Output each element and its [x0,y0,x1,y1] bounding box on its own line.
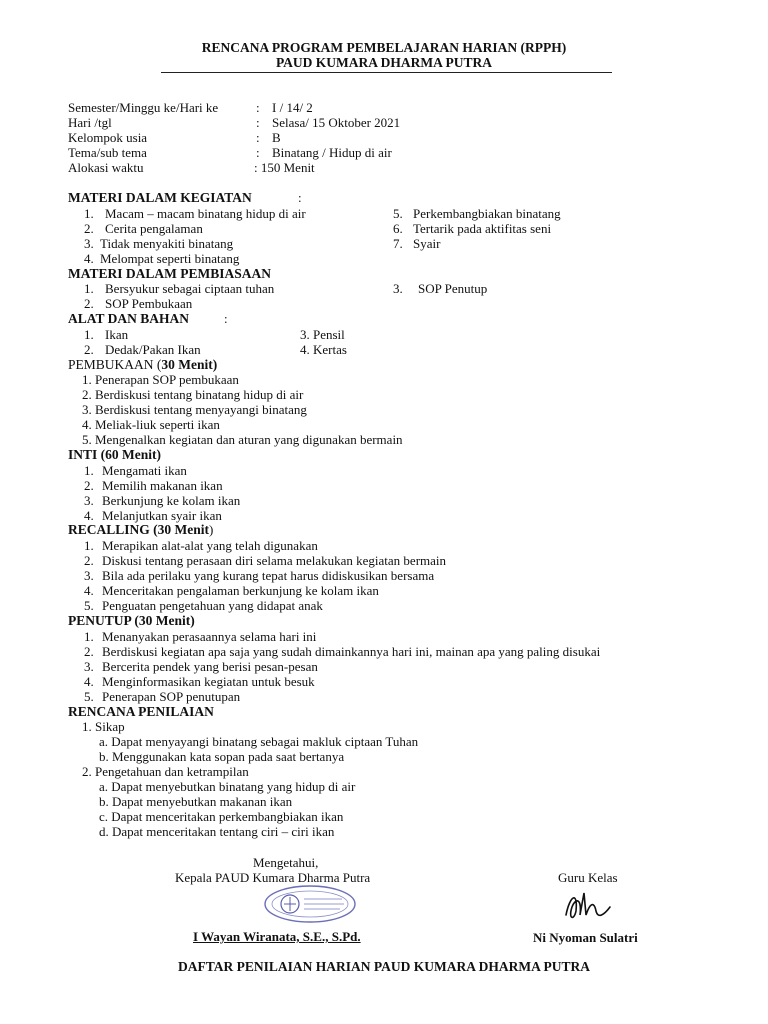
info-label-time: Alokasi waktu [68,160,144,175]
list-item: b. Dapat menyebutkan makanan ikan [99,794,293,809]
list-number: 2. [84,342,94,357]
list-item: a. Dapat menyayangi binatang sebagai makluk ciptaan Tuhan [99,734,419,749]
teacher-signature-icon [560,885,618,925]
list-number: 1. [84,206,94,221]
header-divider [161,72,612,73]
list-item: Menceritakan pengalaman berkunjung ke kolam ikan [102,583,379,598]
list-number: 5. [84,689,94,704]
school-stamp-icon [262,883,358,925]
section-heading-inti: INTI (60 Menit) [68,447,161,462]
list-number: 5. [393,206,403,221]
list-item: Berdiskusi kegiatan apa saja yang sudah dimainkannya hari ini, mainan apa yang paling disukai [102,644,601,659]
info-value-semester: I / 14/ 2 [272,100,313,115]
list-number: 2. [84,296,94,311]
list-number: 3. [84,659,94,674]
info-label-theme: Tema/sub tema [68,145,147,160]
principal-title: Kepala PAUD Kumara Dharma Putra [175,870,371,885]
list-item: Syair [413,236,441,251]
list-item: Cerita pengalaman [105,221,203,236]
section-heading-alat-bahan: ALAT DAN BAHAN [68,311,190,326]
pembukaan-heading-part: PEMBUKAAN ( [68,357,162,372]
list-number: 6. [393,221,403,236]
list-number: 4. [84,583,94,598]
list-item: Bila ada perilaku yang kurang tepat harus didiskusikan bersama [102,568,435,583]
list-item: Melanjutkan syair ikan [102,508,222,523]
list-item: 3. Berdiskusi tentang menyayangi binatang [82,402,307,417]
list-item: 3. Pensil [300,327,345,342]
document-title: RENCANA PROGRAM PEMBELAJARAN HARIAN (RPPH) [201,40,567,55]
list-item: 4. Meliak-liuk seperti ikan [82,417,220,432]
list-item: SOP Penutup [418,281,488,296]
list-number: 1. [84,538,94,553]
list-item: Ikan [105,327,129,342]
next-page-title: DAFTAR PENILAIAN HARIAN PAUD KUMARA DHARMA PUTRA [178,959,590,974]
list-number: 1. [84,629,94,644]
list-number: 2. [84,644,94,659]
info-label-semester: Semester/Minggu ke/Hari ke [68,100,219,115]
teacher-title: Guru Kelas [558,870,618,885]
mengetahui-label: Mengetahui, [253,855,319,870]
school-name: PAUD KUMARA DHARMA PUTRA [275,55,493,70]
list-number: 2. [84,221,94,236]
info-sep: : [256,145,260,160]
list-item: Bersyukur sebagai ciptaan tuhan [105,281,275,296]
list-number: 2. [84,478,94,493]
list-number: 3. [84,568,94,583]
recalling-heading-text: RECALLING (30 Menit [68,522,209,537]
info-label-date: Hari /tgl [68,115,112,130]
list-item: Mengamati ikan [102,463,187,478]
info-sep: : [256,100,260,115]
list-item: Memilih makanan ikan [102,478,223,493]
list-number: 4. [84,251,94,266]
info-value-theme: Binatang / Hidup di air [272,145,392,160]
list-item: b. Menggunakan kata sopan pada saat bertanya [99,749,345,764]
list-number: 4. [84,674,94,689]
list-item: Merapikan alat-alat yang telah digunakan [102,538,318,553]
list-number: 5. [84,598,94,613]
list-item: 2. Berdiskusi tentang binatang hidup di air [82,387,304,402]
list-item: 1. Penerapan SOP pembukaan [82,372,239,387]
list-item: Penguatan pengetahuan yang didapat anak [102,598,323,613]
list-item: c. Dapat menceritakan perkembangbiakan ikan [99,809,344,824]
teacher-name: Ni Nyoman Sulatri [533,930,638,945]
heading-colon: : [224,311,228,326]
list-item: Menanyakan perasaannya selama hari ini [102,629,317,644]
info-label-age: Kelompok usia [68,130,148,145]
list-number: 1. [84,463,94,478]
info-value-date: Selasa/ 15 Oktober 2021 [272,115,401,130]
principal-name: I Wayan Wiranata, S.E., S.Pd. [193,929,361,944]
section-heading-recalling [68,522,213,537]
list-item: Bercerita pendek yang berisi pesan-pesan [102,659,318,674]
list-number: 2. [84,553,94,568]
recalling-heading-close: ) [209,522,214,537]
list-item: Diskusi tentang perasaan diri selama melakukan kegiatan bermain [102,553,447,568]
list-item: Melompat seperti binatang [100,251,240,266]
info-sep: : [256,130,260,145]
list-item: Tidak menyakiti binatang [100,236,234,251]
section-heading-penilaian: RENCANA PENILAIAN [68,704,214,719]
section-heading-materi-kegiatan: MATERI DALAM KEGIATAN [68,190,252,205]
list-item: Dedak/Pakan Ikan [105,342,201,357]
list-item: Tertarik pada aktifitas seni [413,221,552,236]
section-heading-materi-pembiasaan: MATERI DALAM PEMBIASAAN [68,266,272,281]
pembukaan-heading-duration: 30 Menit) [161,357,218,372]
list-number: 1. [84,327,94,342]
list-number: 3. [84,493,94,508]
list-item: 2. Pengetahuan dan ketrampilan [82,764,249,779]
list-item: Macam – macam binatang hidup di air [105,206,306,221]
list-number: 1. [84,281,94,296]
list-number: 3. [84,236,94,251]
info-value-age: B [272,130,281,145]
list-number: 4. [84,508,94,523]
section-heading-penutup: PENUTUP (30 Menit) [68,613,195,628]
list-item: Menginformasikan kegiatan untuk besuk [102,674,315,689]
section-heading-pembukaan [68,357,217,372]
heading-colon: : [298,190,302,205]
list-item: d. Dapat menceritakan tentang ciri – ciri ikan [99,824,335,839]
info-sep: : [256,115,260,130]
list-item: Perkembangbiakan binatang [413,206,561,221]
list-item: 4. Kertas [300,342,347,357]
list-number: 3. [393,281,403,296]
info-value-time: : 150 Menit [254,160,315,175]
list-item: SOP Pembukaan [105,296,193,311]
list-item: 5. Mengenalkan kegiatan dan aturan yang digunakan bermain [82,432,403,447]
list-number: 7. [393,236,403,251]
list-item: a. Dapat menyebutkan binatang yang hidup di air [99,779,356,794]
list-item: 1. Sikap [82,719,125,734]
list-item: Berkunjung ke kolam ikan [102,493,241,508]
list-item: Penerapan SOP penutupan [102,689,241,704]
